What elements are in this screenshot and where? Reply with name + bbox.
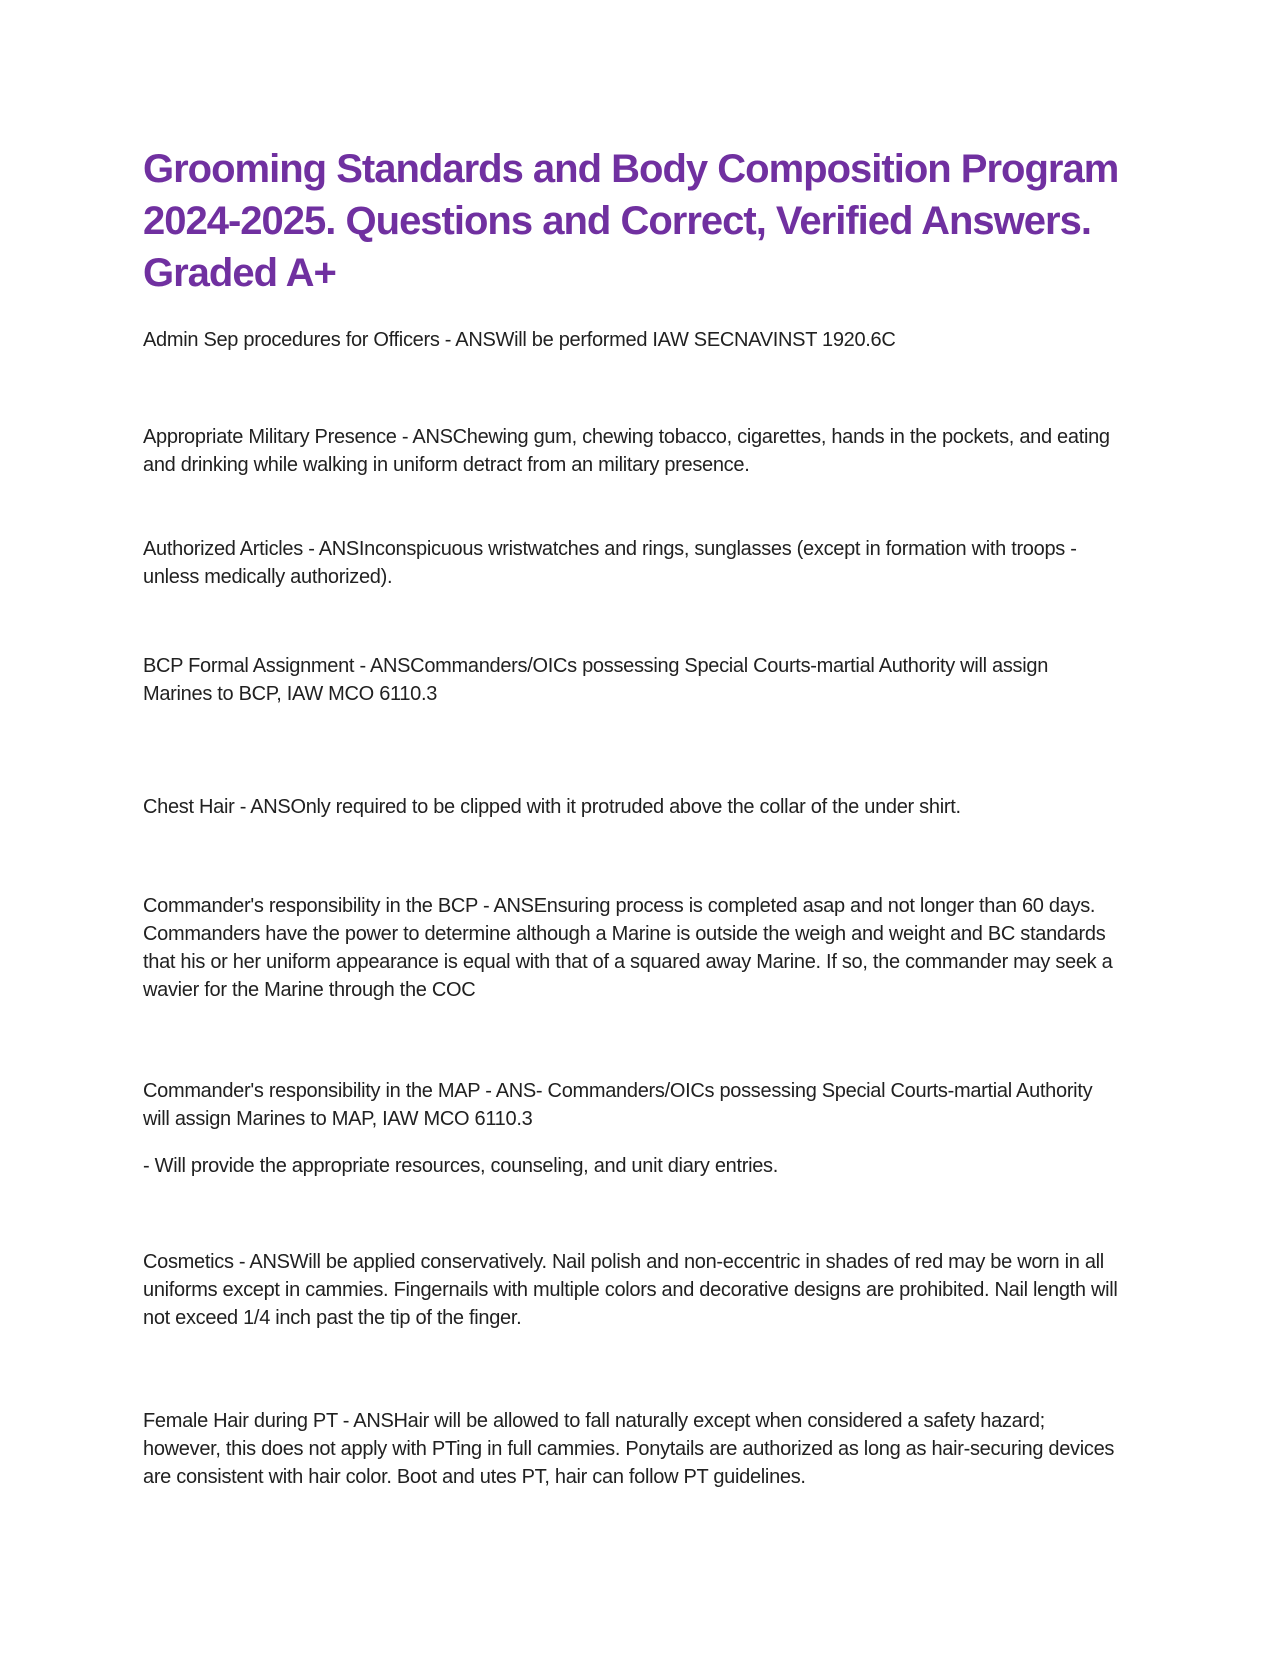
document-title xyxy=(143,143,1118,299)
qa-paragraph: - Will provide the appropriate resources, counseling, and unit diary entries. xyxy=(143,1155,779,1177)
qa-paragraph: Chest Hair - ANSOnly required to be clipped with it protruded above the collar of the under shirt. xyxy=(143,796,961,818)
qa-paragraph-list xyxy=(143,326,1118,1491)
qa-paragraph: BCP Formal Assignment - ANSCommanders/OICs possessing Special Courts-martial Authority will assign Marines to BCP, IAW MCO 6110.3 xyxy=(143,655,1049,705)
qa-paragraph: Female Hair during PT - ANSHair will be allowed to fall naturally except when considered a safety hazard; however, this does not apply with PTing in full cammies. Ponytails are authorized as long as hair-securing devices are consistent with hair color. Boot and utes PT, hair can follow PT guidelines. xyxy=(143,1410,1115,1488)
title-line-2: 2024-2025. Questions and Correct, Verified Answers. xyxy=(143,199,1091,243)
qa-paragraph: Authorized Articles - ANSInconspicuous wristwatches and rings, sunglasses (except in formation with troops - unless medically authorized). xyxy=(143,538,1077,588)
title-line-1: Grooming Standards and Body Composition Program xyxy=(143,147,1119,191)
qa-paragraph: Appropriate Military Presence - ANSChewing gum, chewing tobacco, cigarettes, hands in the pockets, and eating and drinking while walking in uniform detract from an military presence. xyxy=(143,426,1110,476)
qa-paragraph: Commander's responsibility in the MAP - ANS- Commanders/OICs possessing Special Courts-martial Authority will assign Marines to MAP, IAW MCO 6110.3 xyxy=(143,1080,1093,1130)
title-line-3: Graded A+ xyxy=(143,251,336,295)
qa-paragraph: Cosmetics - ANSWill be applied conservatively. Nail polish and non-eccentric in shades of red may be worn in all uniforms except in cammies. Fingernails with multiple colors and decorative designs are prohibited. Nail length will not exceed 1/4 inch past the tip of the finger. xyxy=(143,1251,1118,1329)
qa-paragraph: Admin Sep procedures for Officers - ANSWill be performed IAW SECNAVINST 1920.6C xyxy=(143,329,896,351)
document-content xyxy=(143,143,1118,1491)
qa-paragraph: Commander's responsibility in the BCP - ANSEnsuring process is completed asap and not longer than 60 days. Commanders have the power to determine although a Marine is outside the weigh and weight and BC standards that his or her uniform appearance is equal with that of a squared away Marine. If so, the commander may seek a wavier for the Marine through the COC xyxy=(143,895,1113,1001)
